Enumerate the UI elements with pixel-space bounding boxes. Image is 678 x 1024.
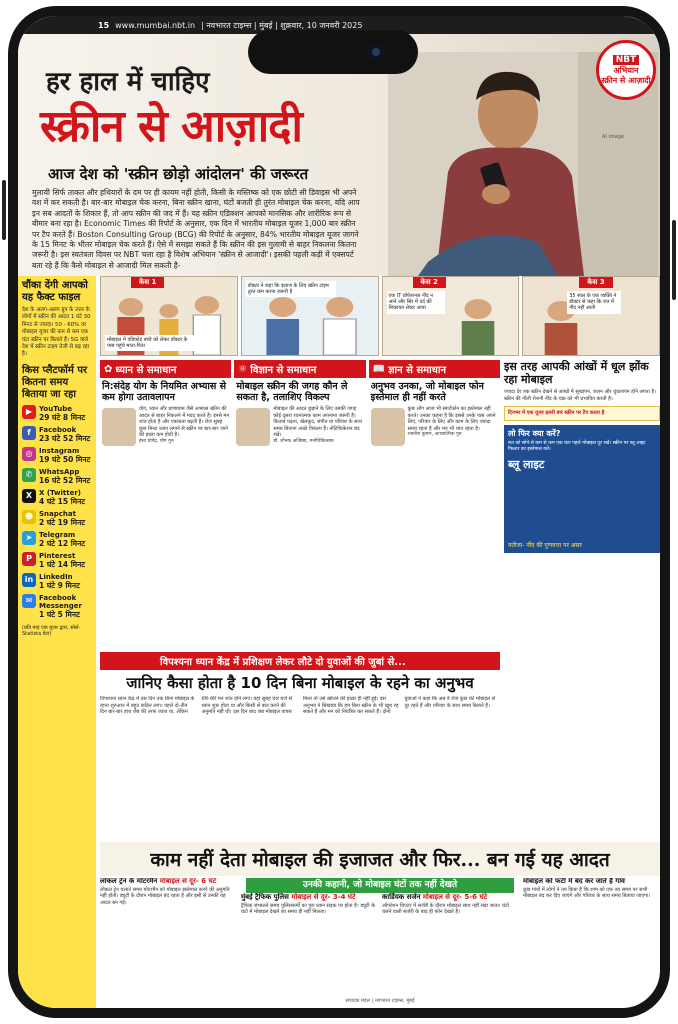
section-head-label: विज्ञान से समाधान — [250, 365, 317, 376]
section-title: मोबाइल स्क्रीन की जगह कौन ले सकता है, तलाशिए विकल्प — [236, 381, 348, 403]
section-body — [100, 406, 231, 446]
platform-name: LinkedIn — [39, 572, 73, 581]
section-text: कुछ लोग आज भी स्मार्टफोन का इस्तेमाल नहीं करते। उनका कहना है कि इससे उनके पास अपने लिए, परिवार के लिए और काम के लिए ज्यादा समय रहता है और मन भी शांत रहता है। — [407, 406, 496, 432]
story-column — [241, 878, 378, 996]
story-highlight: मोबाइल से दूर- 5-6 घंटे — [422, 893, 488, 901]
bottom-columns — [100, 878, 660, 996]
platform-time: 1 घंटे 9 मिनट — [39, 580, 80, 590]
column-title: इस तरह आपकी आंखों में धूल झोंक रहा मोबाइल — [504, 360, 649, 386]
comic-panel — [100, 276, 238, 356]
expert-photo — [102, 408, 136, 446]
fact-file-text: देश के अलग-अलग ग्रुप के उत्तर के लोगों में स्क्रीन की आदत 1 घंटे 30 मिनट से ज्यादा। 50 - 60% वर मोबाइल यूजर की कम से कम एक घंटा स्क्रीन पर बिताते हैं। 5G वाले देश में स्क्रीन टाइम तेजी से बढ़ रहा है। — [22, 307, 91, 358]
platform-name: X (Twitter) — [39, 488, 81, 497]
story-head — [523, 878, 660, 885]
meditation-solution — [100, 360, 231, 448]
solution-sections — [100, 360, 500, 448]
platform-time: 1 घंटे 14 मिनट — [39, 559, 86, 569]
platform-item — [22, 531, 92, 548]
platform-time: 19 घंटे 50 मिनट — [39, 454, 91, 464]
story-head-text: कार्डियक सर्जन — [382, 893, 421, 901]
story-highlight: मोबाइल से दूर- 3-4 घंटे — [291, 893, 356, 901]
badge-brand: NBT — [613, 55, 640, 65]
platform-time: 29 घंटे 8 मिनट — [39, 412, 86, 422]
page-number: 15 — [98, 20, 110, 30]
story-head — [241, 894, 378, 901]
platform-icon: ✉ — [22, 594, 36, 608]
platform-item — [22, 489, 92, 506]
badge-label: अभियान — [613, 66, 639, 75]
story-body: ऑपरेशन थिएटर में सर्जरी के दौरान मोबाइल साथ नहीं रखा जाता। घंटों चलने वाली सर्जरी के बाद ही फोन देखते हैं। — [382, 902, 509, 915]
platform-list — [22, 405, 92, 619]
fact-file-title: चौंका देंगी आपको यह फैक्ट फाइल — [22, 280, 88, 303]
platform-item — [22, 426, 92, 443]
story-head-text: मुंबई ट्रैफिक पुलिस — [241, 893, 289, 901]
section-title: नि:संदेह योग के नियमित अभ्यास से कम होगा उतावलापन — [102, 381, 227, 403]
platform-icon: in — [22, 573, 36, 587]
lede-paragraph: मुलायी सिर्फ ताकत और हथियारों के दम पर ही कायम नहीं होती, किसी के मस्तिष्क को एक छोटी सी डिवाइस भी अपने वश में कर सकती है। बार-बार मोबाइल चेक करना, बिना स्क्रीन खाना, घंटों बजती ही तुरंत मोबाइल चेक करना, यदि आप इन सब आदतों के शिकार हैं, तो आप स्क्रीन की जद में हैं। यह स्क्रीन एडिक्शन आपको मानसिक और शारीरिक रूप से बीमार बना रहा है। Economic Times की रिपोर्ट के अनुसार, एक दिन में भारतीय मोबाइल यूजर 1,000 बार स्क्रीन पर टैप करते हैं। Boston Consulting Group (BCG) की रिपोर्ट के अनुसार, 84% भारतीय मोबाइल यूजर जागने के 15 मिनट के भीतर मोबाइल चेक करते हैं। ऐसे में समझा सकते हैं कि स्क्रीन की इस गुलामी से बाहर निकलना कितना जरूरी है। इस स्वतंत्रता दिवस पर NBT चला रहा है विशेष अभियान 'स्क्रीन से आजादी'। इसकी पहली कड़ी में एक्सपर्ट बता रहे हैं कि कैसे मोबाइल से आजादी मिल सकती है- — [32, 188, 360, 270]
section-head-label: ज्ञान से समाधान — [388, 365, 447, 376]
platform-item — [22, 405, 92, 422]
platform-time: 1 घंटे 5 मिनट — [39, 609, 80, 619]
phone-notch — [248, 30, 418, 74]
comic-panel — [382, 276, 520, 356]
page-title: स्क्रीन से आज़ादी — [40, 101, 302, 152]
expert-photo — [236, 408, 270, 446]
masthead-meta: | नवभारत टाइम्स | मुंबई | शुक्रवार, 10 जनवरी 2025 — [201, 20, 363, 30]
phone-volume-button — [2, 180, 6, 240]
platform-name: Telegram — [39, 530, 76, 539]
story-body: कुछ गांवों में लोगों ने तय किया है कि शाम को एक तय समय पर सभी मोबाइल बंद कर दिए जाएंगे और परिवार के साथ समय बिताया जाएगा। — [523, 886, 651, 899]
platform-time: 23 घंटे 52 मिनट — [39, 433, 91, 443]
comic-caption: मोबाइल में एडिक्टेड बच्चे को लेकर डॉक्टर के पास पहुंचे माता-पिता — [105, 335, 195, 351]
photo-caption: डॉ. शौनक अजिंक्य, मनोचिकित्सक — [273, 438, 334, 444]
story-head — [100, 878, 237, 885]
section-body — [369, 406, 500, 439]
platform-item — [22, 594, 92, 619]
footer-credits: संपादक मंडल | नवभारत टाइम्स, मुंबई — [345, 998, 415, 1004]
vipassana-banner: विपश्यना ध्यान केंद्र में प्रशिक्षण लेकर लौटे दो युवाओं की जुबां से... — [100, 652, 500, 670]
story-column — [523, 878, 660, 996]
story-head-text: लोकल ट्रेन के मोटरमैन — [100, 878, 158, 885]
platform-item — [22, 468, 92, 485]
story-column — [100, 878, 237, 996]
comic-panel — [522, 276, 660, 356]
platform-name: Facebook — [39, 425, 77, 434]
column-body: ज्यादा देर तक स्क्रीन देखने से आंखों में सूखापन, जलन और धुंधलापन होने लगता है। स्क्रीन की नीली रोशनी नींद के चक्र को भी प्रभावित करती है। — [504, 389, 656, 402]
platform-name: Pinterest — [39, 551, 76, 560]
bottom-headline: काम नहीं देता मोबाइल की इजाजत और फिर... बन गई यह आदत — [100, 842, 660, 876]
comic-strip — [100, 276, 660, 356]
case-label: केस 1 — [131, 277, 164, 288]
camera-icon — [368, 44, 384, 60]
story-head-text: मोबाइल को फटी में बंद कर जाते हैं गांव — [523, 878, 625, 885]
phone-power-button — [672, 220, 676, 300]
site-url[interactable]: www.mumbai.nbt.in — [115, 20, 196, 30]
platform-time: 4 घंटे 15 मिनट — [39, 496, 86, 506]
platform-item — [22, 552, 92, 569]
story-highlight: मोबाइल से दूर- 6 घंटे — [159, 878, 217, 885]
case-label: केस 2 — [413, 277, 446, 288]
section-text: मोबाइल की आदत छुड़ाने के लिए उसकी जगह कोई दूसरा रचनात्मक काम अपनाना जरूरी है। किताब पढ़ना, खेलकूद, संगीत या परिवार के साथ समय बिताना अच्छे विकल्प हैं। नोटिफिकेशन बंद रखें। — [273, 406, 363, 439]
section-header — [100, 360, 231, 378]
section-head-label: ध्यान से समाधान — [115, 365, 177, 376]
story-body: लोकल ट्रेन चलाते समय मोटरमैन को मोबाइल इस्तेमाल करने की अनुमति नहीं होती। ड्यूटी के दौरान मोबाइल बंद रहता है और इसी से उनकी यह आदत बन गई। — [100, 886, 230, 906]
platform-icon: ▶ — [22, 405, 36, 419]
knowledge-solution — [369, 360, 500, 448]
story-head — [382, 894, 519, 901]
kicker: हर हाल में चाहिए — [46, 67, 210, 97]
platform-name: WhatsApp — [39, 467, 80, 476]
platform-icon: P — [22, 552, 36, 566]
section-body — [234, 406, 365, 446]
expert-photo — [371, 408, 405, 446]
science-solution — [234, 360, 365, 448]
blue-light-label: ब्लू लाइट — [508, 458, 545, 472]
tap-callout: दिनभर में एक यूजर इतनी बार स्क्रीन पर टैप करता है — [504, 406, 660, 421]
vipassana-title: जानिए कैसा होता है 10 दिन बिना मोबाइल के रहने का अनुभव — [126, 674, 474, 692]
lotus-icon: ✿ — [104, 363, 113, 375]
brain-icon: ⚛ — [238, 363, 248, 375]
fact-file-sidebar — [18, 276, 96, 1008]
campaign-badge — [596, 40, 656, 100]
platform-icon: ☻ — [22, 510, 36, 524]
it-professional-illustration — [383, 277, 519, 355]
vipassana-body: विपश्यना ध्यान केंद्र में दस दिन तक बिना मोबाइल के रहना शुरुआत में बहुत कठिन लगा। पहले दो-तीन दिन बार-बार हाथ जेब की तरफ जाता था, लेकिन धीरे-धीरे मन शांत होने लगा। वहां सुबह चार बजे से ध्यान शुरू होता था और किसी से बात करने की अनुमति नहीं थी। दस दिन बाद जब मोबाइल वापस मिला तो उसे खोलने की इच्छा ही नहीं हुई। इस अनुभव ने सिखाया कि हम बिना स्क्रीन के भी खुश रह सकते हैं और मन को नियंत्रित कर सकते हैं। दोनों युवाओं ने कहा कि अब वे रोज कुछ घंटे मोबाइल से दूर रहते हैं और परिवार के साथ समय बिताते हैं। — [100, 696, 496, 715]
comic-panel — [241, 276, 379, 356]
platform-time: 2 घंटे 12 मिनट — [39, 538, 86, 548]
subhead: आज देश को 'स्क्रीन छोड़ो आंदोलन' की जरूरत — [48, 165, 309, 183]
platform-name: YouTube — [39, 404, 72, 413]
platform-icon: f — [22, 426, 36, 440]
platform-icon: X — [22, 489, 36, 503]
section-header — [369, 360, 500, 378]
platform-question: किस प्लैटफॉर्म पर कितना समय बिताया जा रहा — [22, 364, 88, 400]
photo-caption: रजनीश कुमार, आध्यात्मिक गुरु — [407, 432, 462, 438]
platform-icon: ◎ — [22, 447, 36, 461]
platform-item — [22, 510, 92, 527]
platform-item — [22, 573, 92, 590]
image-credit: AI image — [601, 134, 624, 140]
badge-campaign: स्क्रीन से आज़ादी — [601, 76, 651, 85]
blue-box-title: लो फिर क्या करें? — [508, 428, 561, 438]
phone-frame — [8, 6, 670, 1018]
blue-light-box — [504, 425, 660, 553]
photo-caption: हंसा योगेंद्र, योग गुरु — [139, 438, 174, 444]
platform-icon: ✆ — [22, 468, 36, 482]
comic-caption: एक IT प्रोफेशनल नींद न आने और सिर में दर्द की शिकायत लेकर आया — [387, 291, 445, 314]
story-body: ट्रैफिक संभालते समय पुलिसकर्मी का पूरा ध्यान सड़क पर होता है। ड्यूटी के घंटों में मोबाइल देखने का समय ही नहीं मिलता। — [241, 902, 375, 915]
blue-box-caption: नतीजा- नींद की गुणवत्ता पर असर — [508, 541, 582, 549]
platform-name: Instagram — [39, 446, 80, 455]
stories-banner: उनकी कहानी, जो मोबाइल घंटों तक नहीं देखते — [246, 878, 514, 893]
platform-time: 2 घंटे 19 मिनट — [39, 517, 86, 527]
book-icon: 📖 — [372, 363, 386, 375]
section-text: योग, ध्यान और प्राणायाम जैसे अभ्यास स्क्रीन की आदत से बाहर निकलने में मदद करते हैं। इनसे मन शांत होता है और एकाग्रता बढ़ती है। रोज सुबह कुछ मिनट ध्यान लगाने से स्क्रीन पर बार-बार जाने की इच्छा कम होती है। — [139, 406, 230, 439]
section-header — [234, 360, 365, 378]
comic-caption: डॉक्टर ने कहा कि इलाज के लिए स्क्रीन टाइम तुरंत कम करना जरूरी है — [246, 281, 336, 297]
platform-item — [22, 447, 92, 464]
case-label: केस 3 — [579, 277, 612, 288]
newspaper-page — [18, 16, 660, 1008]
platform-name: Facebook Messenger — [39, 593, 82, 610]
eye-health-column — [504, 360, 660, 553]
sleepless-man-illustration — [523, 277, 659, 355]
platform-name: Snapchat — [39, 509, 76, 518]
story-column — [382, 878, 519, 996]
comic-caption: 35 साल के एक व्यक्ति ने डॉक्टर से कहा कि रात में नींद नहीं आती — [567, 291, 621, 314]
platform-icon: ➤ — [22, 531, 36, 545]
section-title: अनुभव उनका, जो मोबाइल फोन इस्तेमाल ही नहीं करते — [370, 381, 484, 403]
data-source: (प्रति माह एक यूजर द्वारा, सोर्स- Statista डेटा) — [22, 624, 81, 638]
platform-time: 16 घंटे 52 मिनट — [39, 475, 91, 485]
blue-box-text: रात को सोने से कम से कम एक घंटा पहले मोबाइल दूर रखें। स्क्रीन पर ब्लू लाइट फिल्टर का इस्तेमाल करें। — [508, 440, 646, 452]
